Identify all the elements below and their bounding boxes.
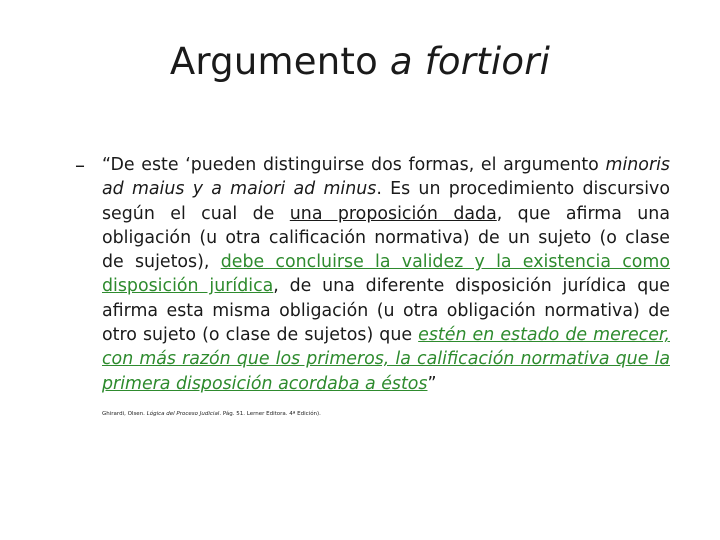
paragraph-green-phrase: debe concluirse la validez y la existencia como disposición jurídica xyxy=(102,252,671,297)
citation-work: Lógica del Proceso Judicial xyxy=(146,411,220,417)
citation-rest: . Pág. 51. Lerner Editora. 4ª Edición). xyxy=(219,411,321,417)
paragraph-segment-1: “De este ‘pueden distinguirse dos formas, el argumento xyxy=(102,155,599,175)
citation xyxy=(102,411,321,417)
slide-title xyxy=(0,40,720,83)
paragraph-segment-3: . Es un procedimiento discursivo según el cual de xyxy=(102,179,670,224)
paragraph-latin-terms: minoris ad maius y a maiori ad minus xyxy=(102,155,670,200)
paragraph-segment-5: , que afirma una obligación (u otra calificación normativa) de un sujeto (o clase de sujetos), xyxy=(102,203,670,273)
paragraph-closing-quote: ” xyxy=(427,373,437,394)
title-main: Argumento xyxy=(169,40,378,83)
paragraph-segment-7: , de una diferente disposición jurídica que afirma esta misma obligación (u otra obligación normativa) de otro sujeto (o clase de sujetos) que xyxy=(102,276,671,346)
bullet-dash: – xyxy=(75,153,85,177)
paragraph-underlined-phrase: una proposición dada xyxy=(289,203,497,224)
title-italic: a fortiori xyxy=(389,40,551,83)
bullet-paragraph xyxy=(102,153,670,396)
citation-author: Ghirardi, Olsen. xyxy=(102,411,145,417)
paragraph-green-italic-phrase: estén en estado de merecer, con más razón que los primeros, la calificación normativa que la primera disposición acordaba a éstos xyxy=(102,325,670,394)
